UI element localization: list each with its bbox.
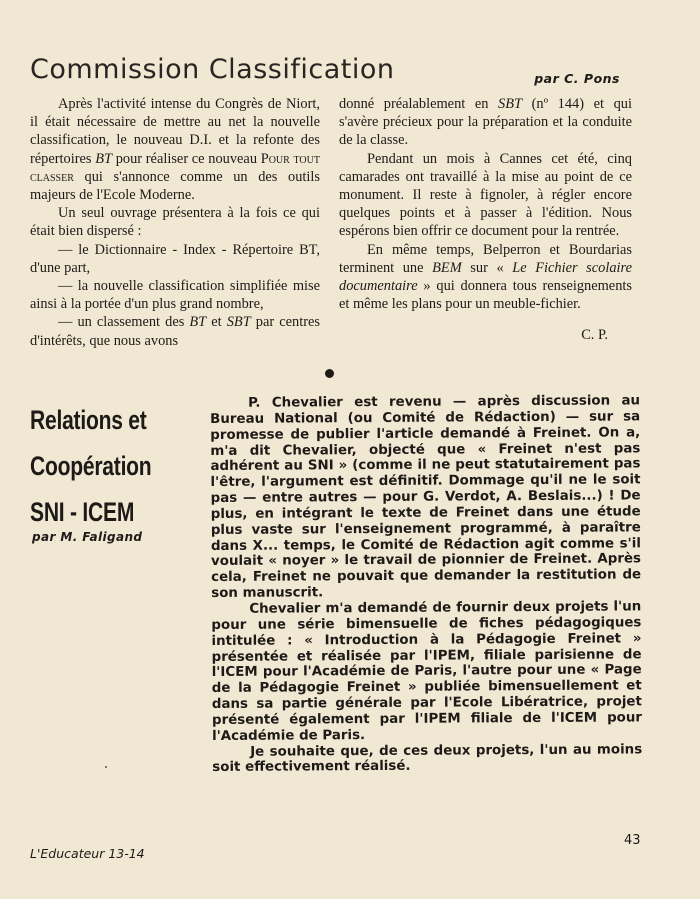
page-number: 43 bbox=[624, 833, 641, 848]
article-body-relations bbox=[210, 393, 642, 776]
italic-run: BT bbox=[189, 314, 207, 331]
print-speck bbox=[105, 766, 107, 768]
text-run: » qui donnera tous renseignements et même les plans pour un meuble-fichier. bbox=[339, 278, 632, 313]
italic-run: SBT bbox=[226, 314, 251, 331]
byline-faligand: par M. Faligand bbox=[32, 530, 143, 544]
article-title-classification: Commission Classification bbox=[30, 54, 395, 86]
list-item bbox=[30, 313, 320, 349]
signature: C. P. bbox=[581, 327, 608, 344]
text-run: sur « bbox=[461, 259, 513, 276]
text-run: par centres d'intérêts, que nous avons bbox=[30, 314, 320, 349]
text-run: (nº 144) et qui s'avère précieux pour la préparation et la conduite de la classe. bbox=[339, 96, 632, 149]
paragraph: P. Chevalier est revenu — après discussion au Bureau National (ou Comité de Rédaction) — sur sa promesse de publier l'article demandé à Freinet. On a, m'a dit Chevalier, objecté que « Freinet n'est pas adhérent au SNI » (comme il ne peut statutairement pas l'être, l'argument est définitif. Dommage qu'il ne le soit pas — entre autres — pour G. Verdot, A. Beslais...) ! De plus, en intégrant le texte de Freinet dans une étude plus vaste sur l'enseignement programmé, à paraître dans X... temps, le Comité de Rédaction agit comme s'il voulait « noyer » le travail de pionnier de Freinet. Après cela, Freinet ne pouvait que demander la restitution de son manuscrit. bbox=[210, 393, 642, 602]
byline-pons: par C. Pons bbox=[534, 71, 620, 86]
text-run: Après l'activité intense du Congrès de Niort, il était nécessaire de mettre au net la nouvelle classification, le nouveau D.I. et la refonte des répertoires bbox=[30, 96, 320, 167]
paragraph: Chevalier m'a demandé de fournir deux projets l'un pour une série bimensuelle de fiches pédagogiques intitulée : « Introduction à la Pédagogie Freinet » présentée et réalisée par l'IPEM, filiale parisienne de l'ICEM pour l'Académie de Paris, l'autre pour une « Page de la Pédagogie Freinet » publiée bimensuellement et dans sa partie générale par l'Ecole Libératrice, projet présenté également par l'IPEM filiale de l'ICEM pour l'Académie de Paris. bbox=[211, 599, 643, 744]
italic-run: Le Fichier scolaire documentaire bbox=[339, 259, 633, 295]
title-line: Relations et bbox=[30, 405, 147, 435]
italic-run: SBT bbox=[498, 96, 523, 112]
list-item: — la nouvelle classification simplifiée mise ainsi à la portée d'un plus grand nombre, bbox=[30, 278, 320, 313]
right-text-column bbox=[339, 95, 632, 345]
italic-run: BEM bbox=[432, 259, 462, 276]
text-run: pour réaliser ce nouveau bbox=[112, 150, 261, 167]
text-run: donné préalablement en bbox=[339, 96, 499, 112]
paragraph bbox=[339, 241, 632, 314]
paragraph: Pendant un mois à Cannes cet été, cinq camarades ont travaillé à la mise au point de ce monument. Il reste à fignoler, à régler encore quelques points et à passer à l'édition. Nous espérons bien offrir ce document pour la rentrée. bbox=[339, 150, 632, 240]
section-separator-dot bbox=[325, 369, 334, 378]
text-run: En même temps, Belperron et Bourdarias terminent une bbox=[339, 241, 632, 276]
title-line: Coopération bbox=[30, 451, 152, 481]
journal-footer: L'Educateur 13-14 bbox=[30, 846, 145, 861]
paragraph bbox=[30, 95, 320, 204]
paragraph: Je souhaite que, de ces deux projets, l'un au moins soit effectivement réalisé. bbox=[212, 741, 643, 776]
text-run: et bbox=[206, 314, 227, 331]
small-caps-run: Pour tout classer bbox=[30, 150, 320, 185]
article-title-relations bbox=[30, 397, 163, 535]
text-run: — un classement des bbox=[58, 314, 190, 331]
paragraph: Un seul ouvrage présentera à la fois ce qui était bien dispersé : bbox=[30, 205, 320, 240]
italic-run: BT bbox=[95, 150, 113, 167]
left-text-column bbox=[30, 95, 320, 350]
list-item: — le Dictionnaire - Index - Répertoire BT, d'une part, bbox=[30, 241, 320, 276]
paragraph bbox=[339, 95, 632, 150]
title-line: SNI - ICEM bbox=[30, 497, 135, 527]
text-run: qui s'annonce comme un des outils majeurs de l'Ecole Moderne. bbox=[30, 168, 320, 204]
